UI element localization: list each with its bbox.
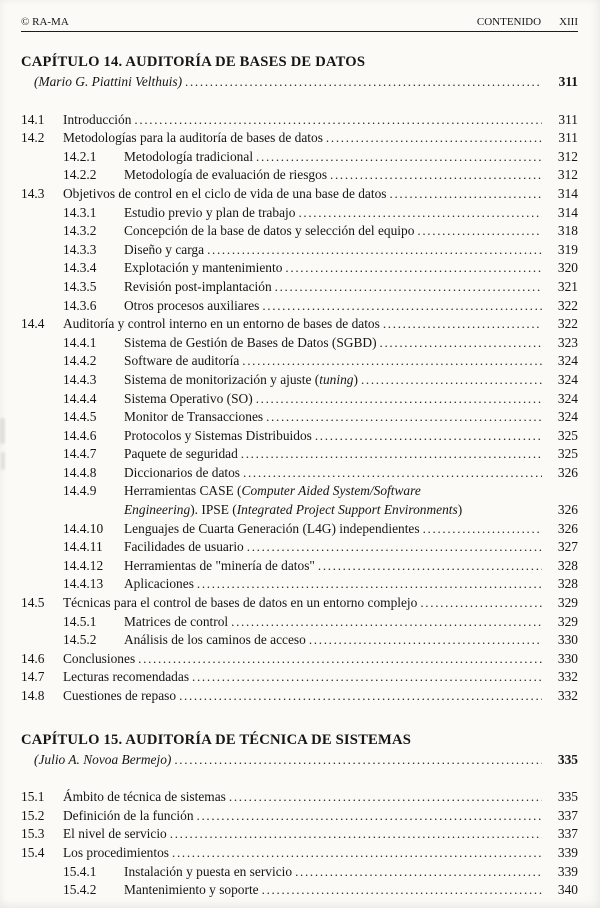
leader-dots (380, 334, 542, 353)
leader-dots (256, 390, 542, 409)
entry-text-part: Técnicas para el control de bases de datos en un entorno complejo (63, 595, 418, 611)
toc-entry (63, 613, 578, 632)
entry-number: 14.6 (21, 650, 45, 666)
toc-entry (63, 427, 578, 446)
entry-number: 14.3.4 (63, 260, 97, 276)
entry-number: 14.2.1 (63, 148, 97, 164)
entry-number: 14.3.2 (63, 223, 97, 239)
entry-number: 14.7 (21, 669, 45, 685)
running-head-title: CONTENIDO (476, 16, 542, 28)
entry-page-number: 335 (557, 789, 578, 805)
entry-text (124, 166, 327, 185)
entry-text-part: Los procedimientos (63, 844, 169, 860)
entry-number: 14.4.10 (63, 520, 104, 536)
entry-number: 15.2 (21, 807, 45, 823)
entry-text (124, 297, 259, 316)
entry-number: 15.4 (21, 844, 45, 860)
entry-text (63, 594, 417, 613)
entry-text (124, 390, 253, 409)
toc-entry (63, 371, 578, 390)
entry-page-number: 332 (557, 688, 578, 703)
leader-dots (241, 445, 542, 464)
leader-dots (247, 538, 542, 557)
leader-dots (315, 427, 542, 446)
toc-entry (63, 352, 578, 371)
entry-text-part: Lecturas recomendadas (63, 669, 190, 685)
leader-dots (318, 557, 542, 576)
entry-number: 14.4.1 (63, 334, 97, 350)
entry-text-part: Lenguajes de Cuarta Generación (L4G) independientes (124, 520, 420, 536)
leader-dots (179, 687, 542, 706)
entry-text (63, 844, 169, 863)
entry-number: 14.4.4 (63, 390, 97, 406)
entry-text-part: ) (457, 502, 463, 518)
entry-number: 14.4.13 (63, 576, 104, 592)
entry-text-part: Monitor de Transacciones (124, 409, 264, 425)
entry-number: 15.3 (21, 826, 45, 842)
entry-page-number: 318 (557, 223, 578, 239)
entry-page-number: 328 (557, 557, 578, 573)
header-rule (21, 31, 578, 32)
chapter-page-number: 311 (558, 74, 578, 89)
leader-dots (383, 315, 542, 334)
entry-text-part: Explotación y mantenimiento (124, 260, 283, 276)
entry-text (124, 557, 315, 576)
chapter-section (21, 54, 578, 706)
entry-text-part: Ámbito de técnica de sistemas (63, 789, 226, 805)
entry-text (124, 204, 295, 223)
toc-entry (21, 185, 578, 204)
leader-dots (275, 278, 542, 297)
entry-text-part: Otros procesos auxiliares (124, 297, 260, 313)
entry-text-part: tuning (319, 371, 354, 387)
entry-page-number: 324 (557, 371, 578, 387)
entry-page-number: 330 (557, 650, 578, 666)
entry-page-number: 328 (557, 576, 578, 592)
entry-page-number: 337 (557, 826, 578, 842)
entry-text-part: Diccionarios de datos (124, 464, 241, 480)
entry-text (63, 111, 131, 130)
entry-number: 14.4.3 (63, 371, 97, 387)
toc-entry (63, 538, 578, 557)
entry-page-number: 312 (557, 148, 578, 164)
leader-dots (295, 863, 542, 882)
leader-dots (330, 166, 542, 185)
entry-number: 14.4.11 (63, 539, 103, 555)
leader-dots (134, 111, 542, 130)
toc-entry (21, 844, 578, 863)
entry-text (124, 613, 228, 632)
entry-text (63, 650, 135, 669)
publisher-mark: © RA-MA (21, 16, 69, 28)
toc-entry (63, 482, 578, 501)
scan-artifact (1, 452, 5, 470)
entry-number: 14.1 (21, 111, 45, 127)
entry-text (63, 687, 176, 706)
toc-entry (63, 520, 578, 539)
chapter-author-row (21, 751, 578, 770)
entry-number: 14.4.9 (63, 483, 97, 499)
entry-page-number: 329 (557, 595, 578, 611)
entry-text (124, 334, 377, 353)
entry-number: 15.4.2 (63, 882, 97, 898)
entry-text-part: Revisión post-implantación (124, 278, 272, 294)
entry-number: 14.4.8 (63, 464, 97, 480)
entry-text (124, 222, 414, 241)
toc-entry (63, 390, 578, 409)
toc-entry (63, 297, 578, 316)
entry-number: 15.4.1 (63, 863, 97, 879)
toc-entry (21, 111, 578, 130)
toc-entries (21, 111, 578, 706)
entry-text (124, 241, 204, 260)
entry-text-part: Protocolos y Sistemas Distribuidos (124, 427, 312, 443)
leader-dots (197, 807, 542, 826)
leader-dots (420, 594, 542, 613)
leader-dots (207, 241, 542, 260)
entry-text (124, 278, 272, 297)
chapter-author: (Julio A. Novoa Bermejo) (34, 751, 172, 767)
entry-text-part: Metodología tradicional (124, 148, 254, 164)
entry-page-number: 323 (557, 334, 578, 350)
entry-number: 14.3.3 (63, 241, 97, 257)
leader-dots (174, 751, 542, 770)
entry-text (63, 788, 226, 807)
entry-page-number: 311 (558, 130, 578, 146)
entry-text (124, 520, 420, 539)
entry-text (124, 881, 259, 900)
toc-entry (63, 501, 578, 520)
entry-number: 14.4.7 (63, 446, 97, 462)
chapter-title: CAPÍTULO 14. AUDITORÍA DE BASES DE DATOS (21, 54, 366, 70)
entry-page-number: 322 (557, 297, 578, 313)
entry-number: 14.8 (21, 688, 45, 703)
entry-page-number: 337 (557, 807, 578, 823)
toc-entry (63, 557, 578, 576)
leader-dots (192, 668, 542, 687)
entry-text (63, 807, 194, 826)
entry-page-number: 329 (557, 613, 578, 629)
entry-number: 14.5 (21, 595, 45, 611)
entry-number: 14.4.2 (63, 353, 97, 369)
entry-page-number: 340 (557, 882, 578, 898)
entry-text (124, 631, 306, 650)
entry-page-number: 327 (557, 539, 578, 555)
entry-number: 14.4.5 (63, 409, 97, 425)
entry-text (63, 315, 380, 334)
entry-number: 14.4.6 (63, 427, 97, 443)
toc-entry (21, 129, 578, 148)
toc-entry (63, 575, 578, 594)
leader-dots (185, 73, 542, 92)
entry-text (63, 129, 323, 148)
chapter-author: (Mario G. Piattini Velthuis) (34, 74, 183, 89)
toc-entry (63, 445, 578, 464)
entry-text-part: Cuestiones de repaso (63, 688, 177, 703)
entry-text-part: Herramientas de "minería de datos" (124, 557, 315, 573)
leader-dots (390, 185, 542, 204)
entry-text (124, 482, 421, 501)
entry-text-part: Matrices de control (124, 613, 229, 629)
leader-dots (309, 631, 542, 650)
toc-entry (21, 594, 578, 613)
leader-dots (138, 650, 542, 669)
entry-number: 14.4 (21, 316, 45, 332)
entry-text-part: Estudio previo y plan de trabajo (124, 204, 296, 220)
entry-text-part: Metodologías para la auditoría de bases de datos (63, 130, 323, 146)
entry-text-part: Introducción (63, 111, 132, 127)
toc-entry (63, 408, 578, 427)
entry-text (124, 408, 263, 427)
entry-text-part: Sistema Operativo (SO) (124, 390, 253, 406)
entry-number: 14.4.12 (63, 557, 104, 573)
entry-text-part: Objetivos de control en el ciclo de vida de una base de datos (63, 185, 387, 201)
entry-text-part: Instalación y puesta en servicio (124, 863, 293, 879)
entry-number: 15.1 (21, 789, 45, 805)
leader-dots (285, 259, 542, 278)
entry-page-number: 324 (557, 409, 578, 425)
entry-number: 14.2.2 (63, 167, 97, 183)
entry-page-number: 314 (557, 185, 578, 201)
page-header (21, 16, 578, 28)
chapter-page-number: 335 (557, 751, 578, 767)
entry-text-part: El nivel de servicio (63, 826, 167, 842)
entry-text-part: Herramientas CASE ( (124, 483, 242, 499)
entry-page-number: 312 (557, 167, 578, 183)
entry-number: 14.5.2 (63, 632, 97, 648)
folio-roman: XIII (559, 16, 578, 28)
leader-dots (197, 575, 542, 594)
entry-page-number: 326 (557, 464, 578, 480)
entry-text-part: Análisis de los caminos de acceso (124, 632, 306, 648)
toc-entry (63, 631, 578, 650)
toc-entries (21, 788, 578, 900)
scan-artifact (0, 418, 5, 444)
entry-text (124, 445, 238, 464)
toc-entry (63, 278, 578, 297)
entry-number: 14.2 (21, 130, 45, 146)
entry-text-part: Sistema de Gestión de Bases de Datos (SGBD) (124, 334, 377, 350)
toc-entry (63, 259, 578, 278)
entry-text-part: Computer Aided System/Software (241, 483, 421, 499)
entry-text-part: Paquete de seguridad (124, 446, 238, 462)
toc-entry (21, 315, 578, 334)
running-head (477, 16, 578, 28)
entry-page-number: 324 (557, 353, 578, 369)
entry-text-part: Integrated Project Support Environments (236, 502, 458, 518)
entry-page-number: 321 (557, 278, 578, 294)
leader-dots (242, 352, 542, 371)
entry-text (124, 863, 292, 882)
entry-page-number: 326 (557, 502, 578, 518)
entry-page-number: 311 (558, 111, 578, 127)
entry-text (63, 185, 387, 204)
toc-entry (63, 148, 578, 167)
toc-entry (21, 807, 578, 826)
entry-text (124, 575, 194, 594)
leader-dots (229, 788, 542, 807)
entry-number: 14.5.1 (63, 613, 97, 629)
entry-text-part: Metodología de evaluación de riesgos (124, 167, 328, 183)
entry-page-number: 332 (557, 669, 578, 685)
entry-text-part: ). IPSE ( (190, 502, 237, 518)
entry-text-part: Diseño y carga (124, 241, 205, 257)
chapter-title: CAPÍTULO 15. AUDITORÍA DE TÉCNICA DE SISTEMAS (21, 731, 412, 748)
toc-entry (21, 788, 578, 807)
chapter-section (21, 732, 578, 900)
entry-text (124, 148, 253, 167)
toc-entry (63, 166, 578, 185)
entry-number: 14.3.6 (63, 297, 97, 313)
entry-page-number: 326 (557, 520, 578, 536)
entry-text-part: ) (353, 371, 358, 387)
entry-number: 14.3.1 (63, 204, 97, 220)
entry-page-number: 320 (557, 260, 578, 276)
leader-dots (262, 881, 542, 900)
entry-text (124, 259, 282, 278)
entry-text-part: Aplicaciones (124, 576, 194, 592)
entry-text (124, 501, 462, 520)
toc-entry (21, 650, 578, 669)
toc-sections (21, 54, 578, 900)
leader-dots (423, 520, 542, 539)
entry-text-part: Conclusiones (63, 650, 136, 666)
toc-entry (63, 863, 578, 882)
leader-dots (266, 408, 542, 427)
entry-page-number: 322 (557, 316, 578, 332)
toc-entry (21, 825, 578, 844)
toc-entry (21, 687, 578, 706)
toc-entry (21, 668, 578, 687)
leader-dots (361, 371, 542, 390)
entry-text-part: Concepción de la base de datos y selección del equipo (124, 223, 415, 239)
entry-text-part: Facilidades de usuario (124, 539, 244, 555)
entry-text-part: Engineering (124, 502, 191, 518)
toc-entry (63, 222, 578, 241)
entry-page-number: 325 (557, 446, 578, 462)
entry-page-number: 324 (557, 390, 578, 406)
entry-text-part: Sistema de monitorización y ajuste ( (124, 371, 320, 387)
leader-dots (243, 464, 542, 483)
entry-number: 14.3.5 (63, 278, 97, 294)
toc-entry (63, 204, 578, 223)
toc-entry (63, 334, 578, 353)
leader-dots (231, 613, 542, 632)
chapter-author-row (21, 73, 578, 92)
entry-text (124, 427, 312, 446)
entry-text-part: Auditoría y control interno en un entorno de bases de datos (63, 316, 380, 332)
entry-text (63, 668, 189, 687)
leader-dots (172, 844, 542, 863)
entry-page-number: 339 (557, 863, 578, 879)
leader-dots (256, 148, 542, 167)
leader-dots (326, 129, 542, 148)
entry-text-part: Mantenimiento y soporte (124, 882, 259, 898)
entry-text (124, 464, 240, 483)
entry-number: 14.3 (21, 185, 45, 201)
entry-page-number: 330 (557, 632, 578, 648)
toc-entry (63, 464, 578, 483)
leader-dots (417, 222, 542, 241)
entry-text-part: Software de auditoría (124, 353, 240, 369)
leader-dots (170, 825, 542, 844)
leader-dots (298, 204, 542, 223)
entry-page-number: 325 (557, 427, 578, 443)
leader-dots (262, 297, 542, 316)
entry-page-number: 319 (557, 241, 578, 257)
entry-page-number: 339 (557, 844, 578, 860)
entry-text (124, 352, 239, 371)
toc-entry (63, 241, 578, 260)
entry-text (63, 825, 167, 844)
toc-entry (63, 881, 578, 900)
entry-text-part: Definición de la función (63, 807, 194, 823)
entry-page-number: 314 (557, 204, 578, 220)
entry-text (124, 371, 358, 390)
entry-text (124, 538, 244, 557)
